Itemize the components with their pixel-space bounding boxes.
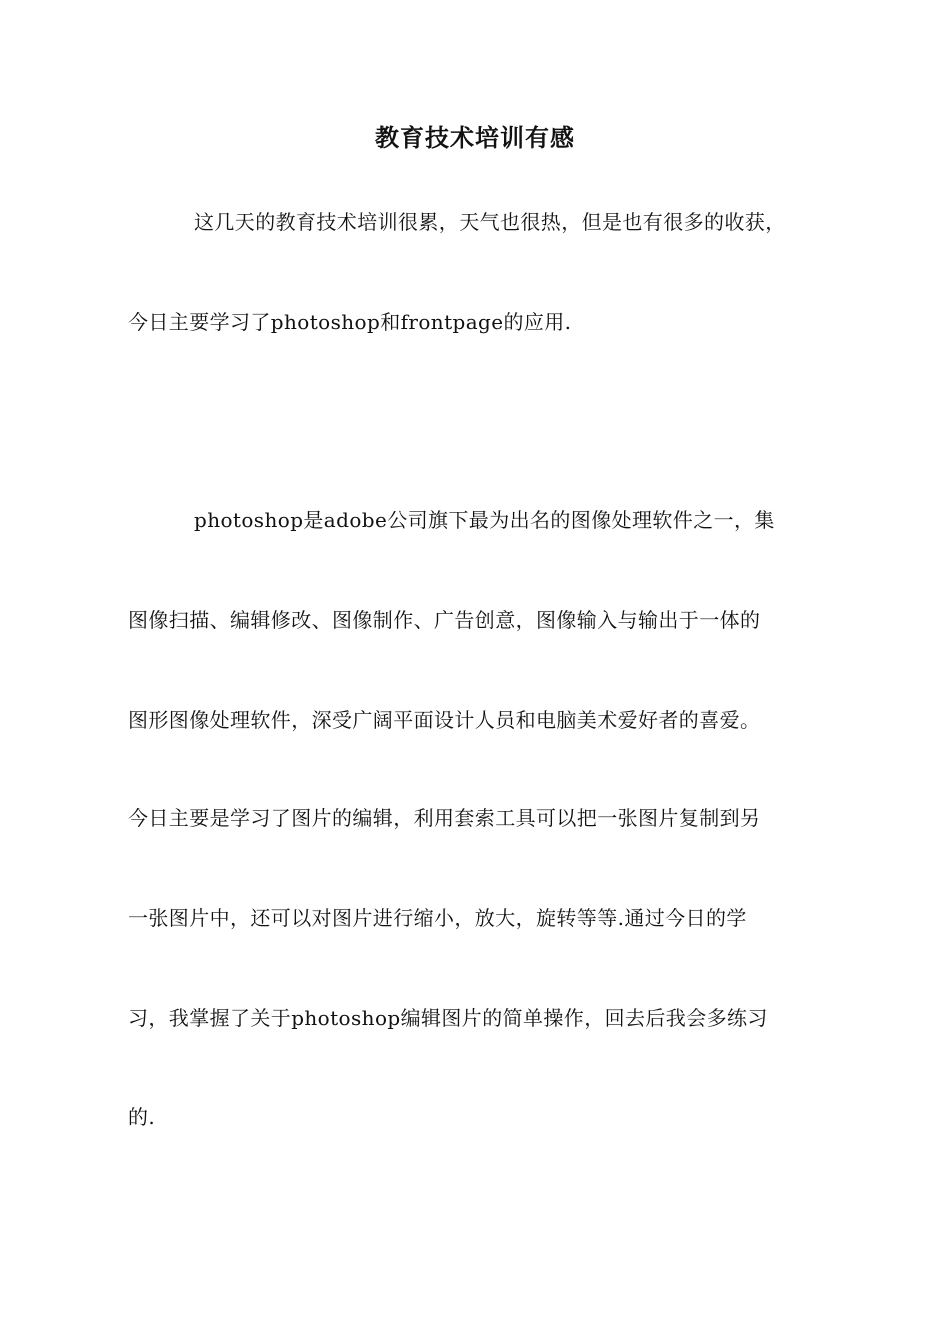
document-title: 教育技术培训有感: [375, 124, 575, 152]
paragraph-line: 习，我掌握了关于photoshop编辑图片的简单操作，回去后我会多练习: [128, 1006, 768, 1030]
paragraph-line: 今日主要是学习了图片的编辑，利用套索工具可以把一张图片复制到另: [128, 806, 761, 830]
paragraph-line: 今日主要学习了photoshop和frontpage的应用.: [128, 310, 572, 334]
paragraph-line: 这几天的教育技术培训很累，天气也很热，但是也有很多的收获，: [194, 210, 786, 234]
paragraph-line: 图像扫描、编辑修改、图像制作、广告创意，图像输入与输出于一体的: [128, 608, 761, 632]
paragraph-line: photoshop是adobe公司旗下最为出名的图像处理软件之一，集: [194, 508, 775, 532]
paragraph-line: 图形图像处理软件，深受广阔平面设计人员和电脑美术爱好者的喜爱。: [128, 708, 761, 732]
paragraph-line: 的.: [128, 1105, 156, 1129]
paragraph-line: 一张图片中，还可以对图片进行缩小，放大，旋转等等.通过今日的学: [128, 906, 747, 930]
